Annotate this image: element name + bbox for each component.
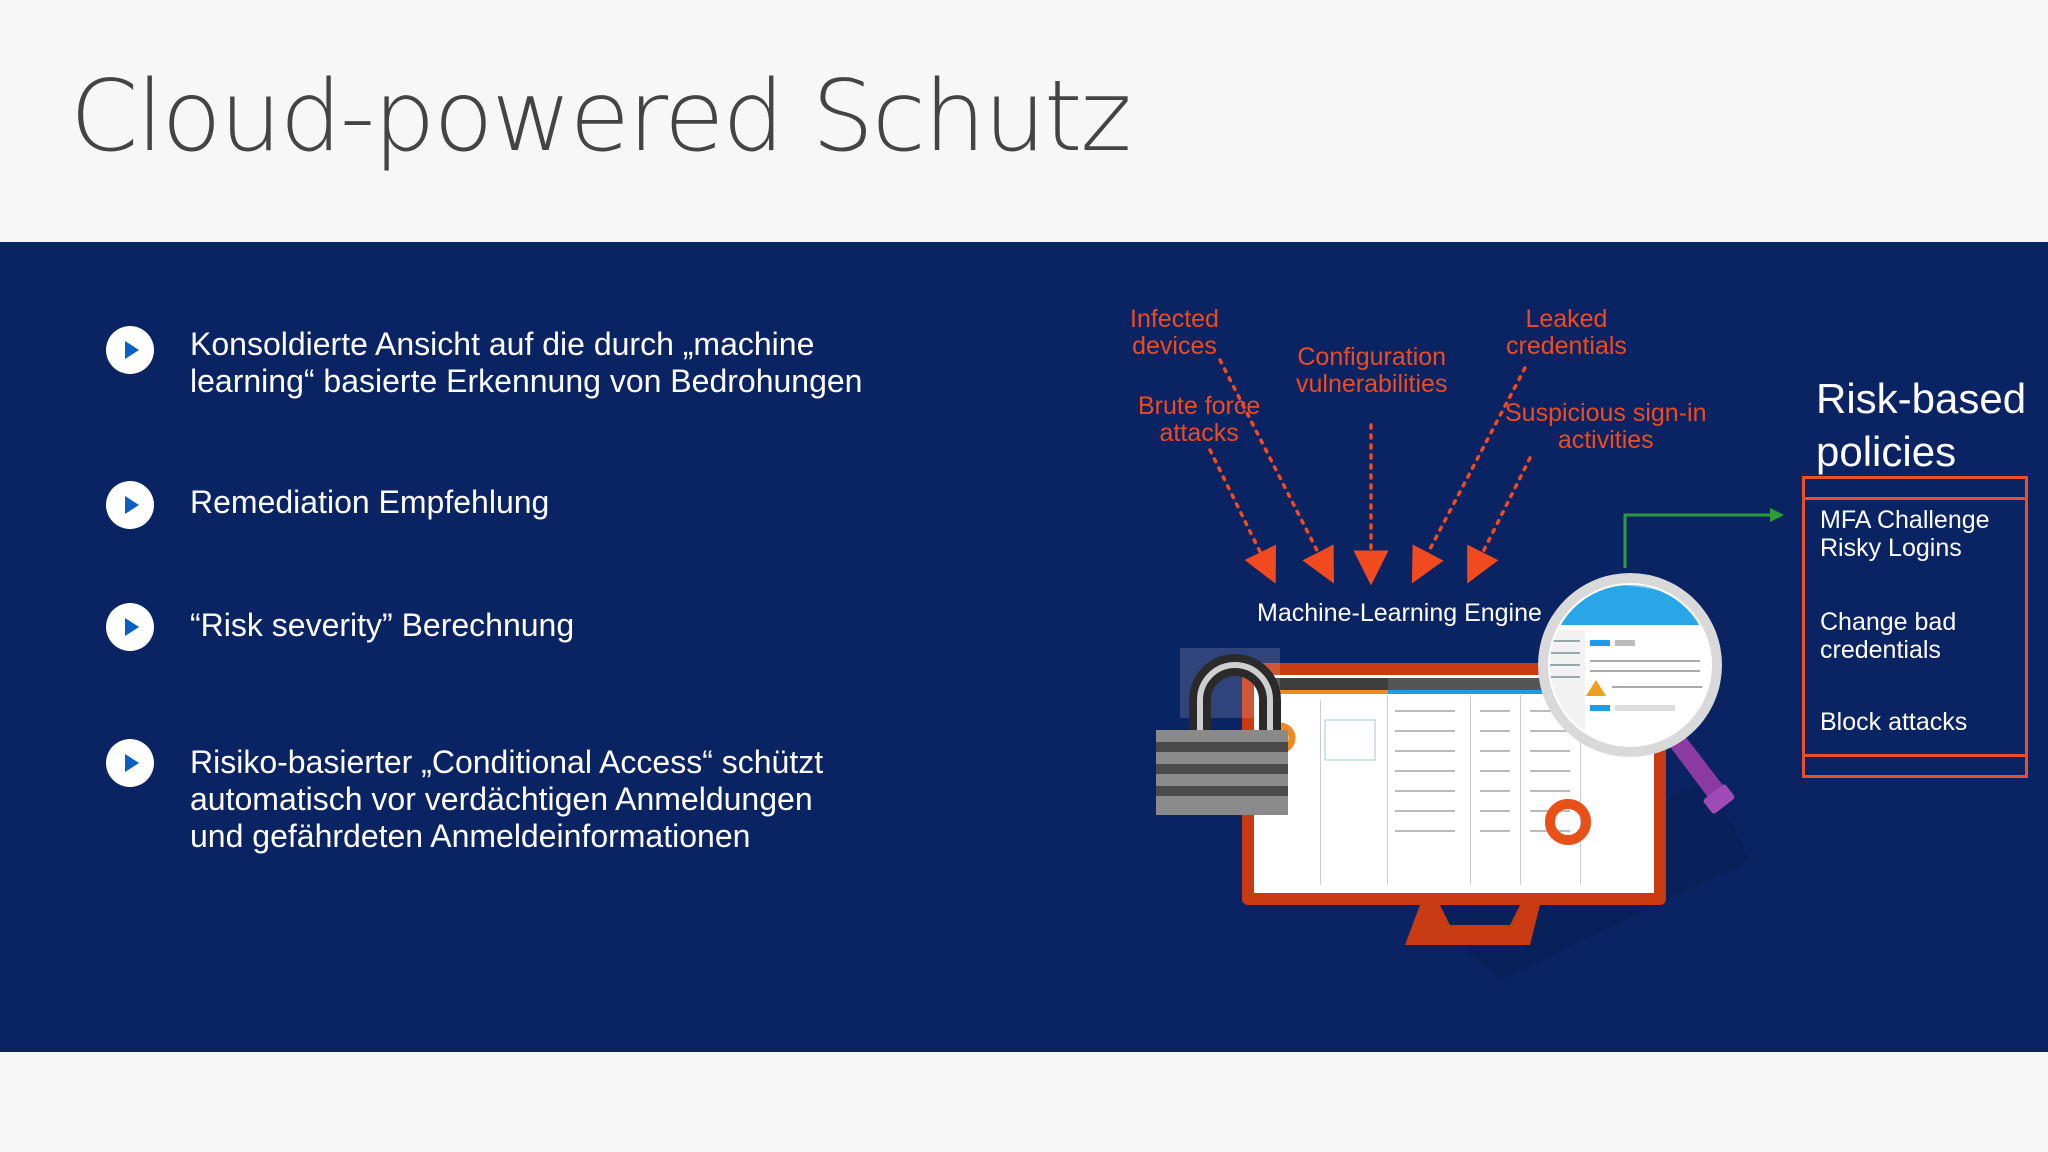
policy-block-attacks: Block attacks: [1820, 708, 1968, 736]
policy-mfa-challenge: MFA Challenge Risky Logins: [1820, 506, 1990, 562]
ml-engine-label: Machine-Learning Engine: [1257, 599, 1542, 627]
monitor-icon: [1150, 560, 1770, 1030]
slide-footer: [0, 1052, 2048, 1152]
policy-change-credentials: Change bad credentials: [1820, 608, 1957, 664]
threat-leaked-credentials: Leaked credentials: [1506, 305, 1627, 360]
policies-title: Risk-based policies: [1816, 375, 2027, 475]
bullet-text-ml-detection: Konsoldierte Ansicht auf die durch „machine learning“ basierte Erkennung von Bedrohungen: [190, 326, 863, 399]
threat-brute-force: Brute force attacks: [1138, 392, 1261, 447]
bullet-text-conditional-access: Risiko-basierter „Conditional Access“ schützt automatisch vor verdächtigen Anmeldungen und gefährdeten Anmeldeinformationen: [190, 744, 824, 854]
threat-suspicious-signin: Suspicious sign-in activities: [1505, 399, 1707, 454]
threat-configuration: Configuration vulnerabilities: [1296, 343, 1448, 398]
bullet-text-risk-severity: “Risk severity” Berechnung: [190, 607, 575, 643]
threat-infected-devices: Infected devices: [1130, 305, 1219, 360]
bullet-text-remediation: Remediation Empfehlung: [190, 484, 550, 520]
slide-title: Cloud-powered Schutz: [70, 60, 1130, 174]
